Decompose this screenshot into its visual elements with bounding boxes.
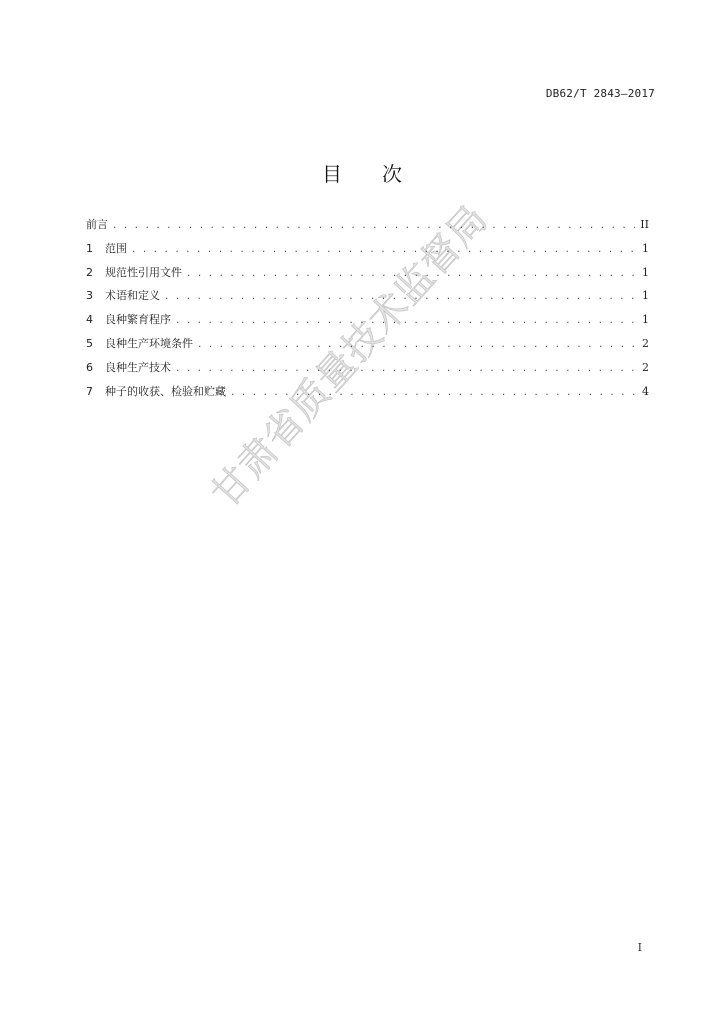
toc-title (0, 158, 724, 187)
toc-leader-dots (197, 340, 635, 350)
toc-entry-normative-references[interactable] (86, 264, 649, 288)
toc-leader-dots (131, 245, 635, 255)
toc-leader-dots (186, 269, 635, 279)
toc-entry-label: 范围 (105, 241, 127, 255)
toc-entry-number: 5 (86, 336, 93, 350)
watermark-text: 甘肃省质量技术监督局 (202, 196, 497, 516)
toc-entry-number: 3 (86, 289, 93, 303)
document-code: DB62/T 2843—2017 (545, 87, 655, 100)
toc-entry-page: 1 (642, 265, 649, 279)
toc-entry-production-technology[interactable] (86, 359, 649, 383)
toc-entry-page: 4 (642, 384, 649, 398)
toc-entry-label: 良种生产技术 (105, 360, 171, 374)
page-number: I (637, 941, 642, 954)
toc-entry-foreword[interactable] (86, 216, 649, 240)
toc-entry-number: 6 (86, 360, 93, 374)
toc-entry-label: 良种繁育程序 (105, 313, 171, 327)
toc-entry-terms-definitions[interactable] (86, 287, 649, 311)
toc-entry-number: 1 (86, 241, 93, 255)
toc-entry-page: 1 (642, 289, 649, 303)
toc-leader-dots (175, 316, 635, 326)
toc-entry-label: 规范性引用文件 (105, 265, 182, 279)
toc-entry-page: 2 (642, 336, 649, 350)
toc-entry-scope[interactable] (86, 240, 649, 264)
toc-leader-dots (175, 364, 635, 374)
toc-title-char-1: 目 (322, 162, 342, 186)
toc-leader-dots (230, 388, 635, 398)
toc-entry-label: 良种生产环境条件 (105, 336, 193, 350)
toc-entry-breeding-procedure[interactable] (86, 311, 649, 335)
toc-entry-number: 4 (86, 313, 93, 327)
toc-entry-harvest-inspection-storage[interactable] (86, 383, 649, 407)
toc-entry-page: II (640, 218, 649, 231)
toc-entry-number: 2 (86, 265, 93, 279)
toc-entry-page: 1 (642, 313, 649, 327)
toc-entry-number: 7 (86, 384, 93, 398)
toc-entry-label: 前言 (86, 218, 108, 231)
toc-entry-environment-conditions[interactable] (86, 335, 649, 359)
toc-entry-page: 1 (642, 241, 649, 255)
toc-title-char-2: 次 (382, 162, 402, 186)
toc-leader-dots (164, 292, 635, 302)
table-of-contents (86, 216, 649, 406)
toc-entry-label: 种子的收获、检验和贮藏 (105, 384, 226, 398)
toc-entry-label: 术语和定义 (105, 289, 160, 303)
toc-leader-dots (112, 221, 635, 231)
toc-entry-page: 2 (642, 360, 649, 374)
